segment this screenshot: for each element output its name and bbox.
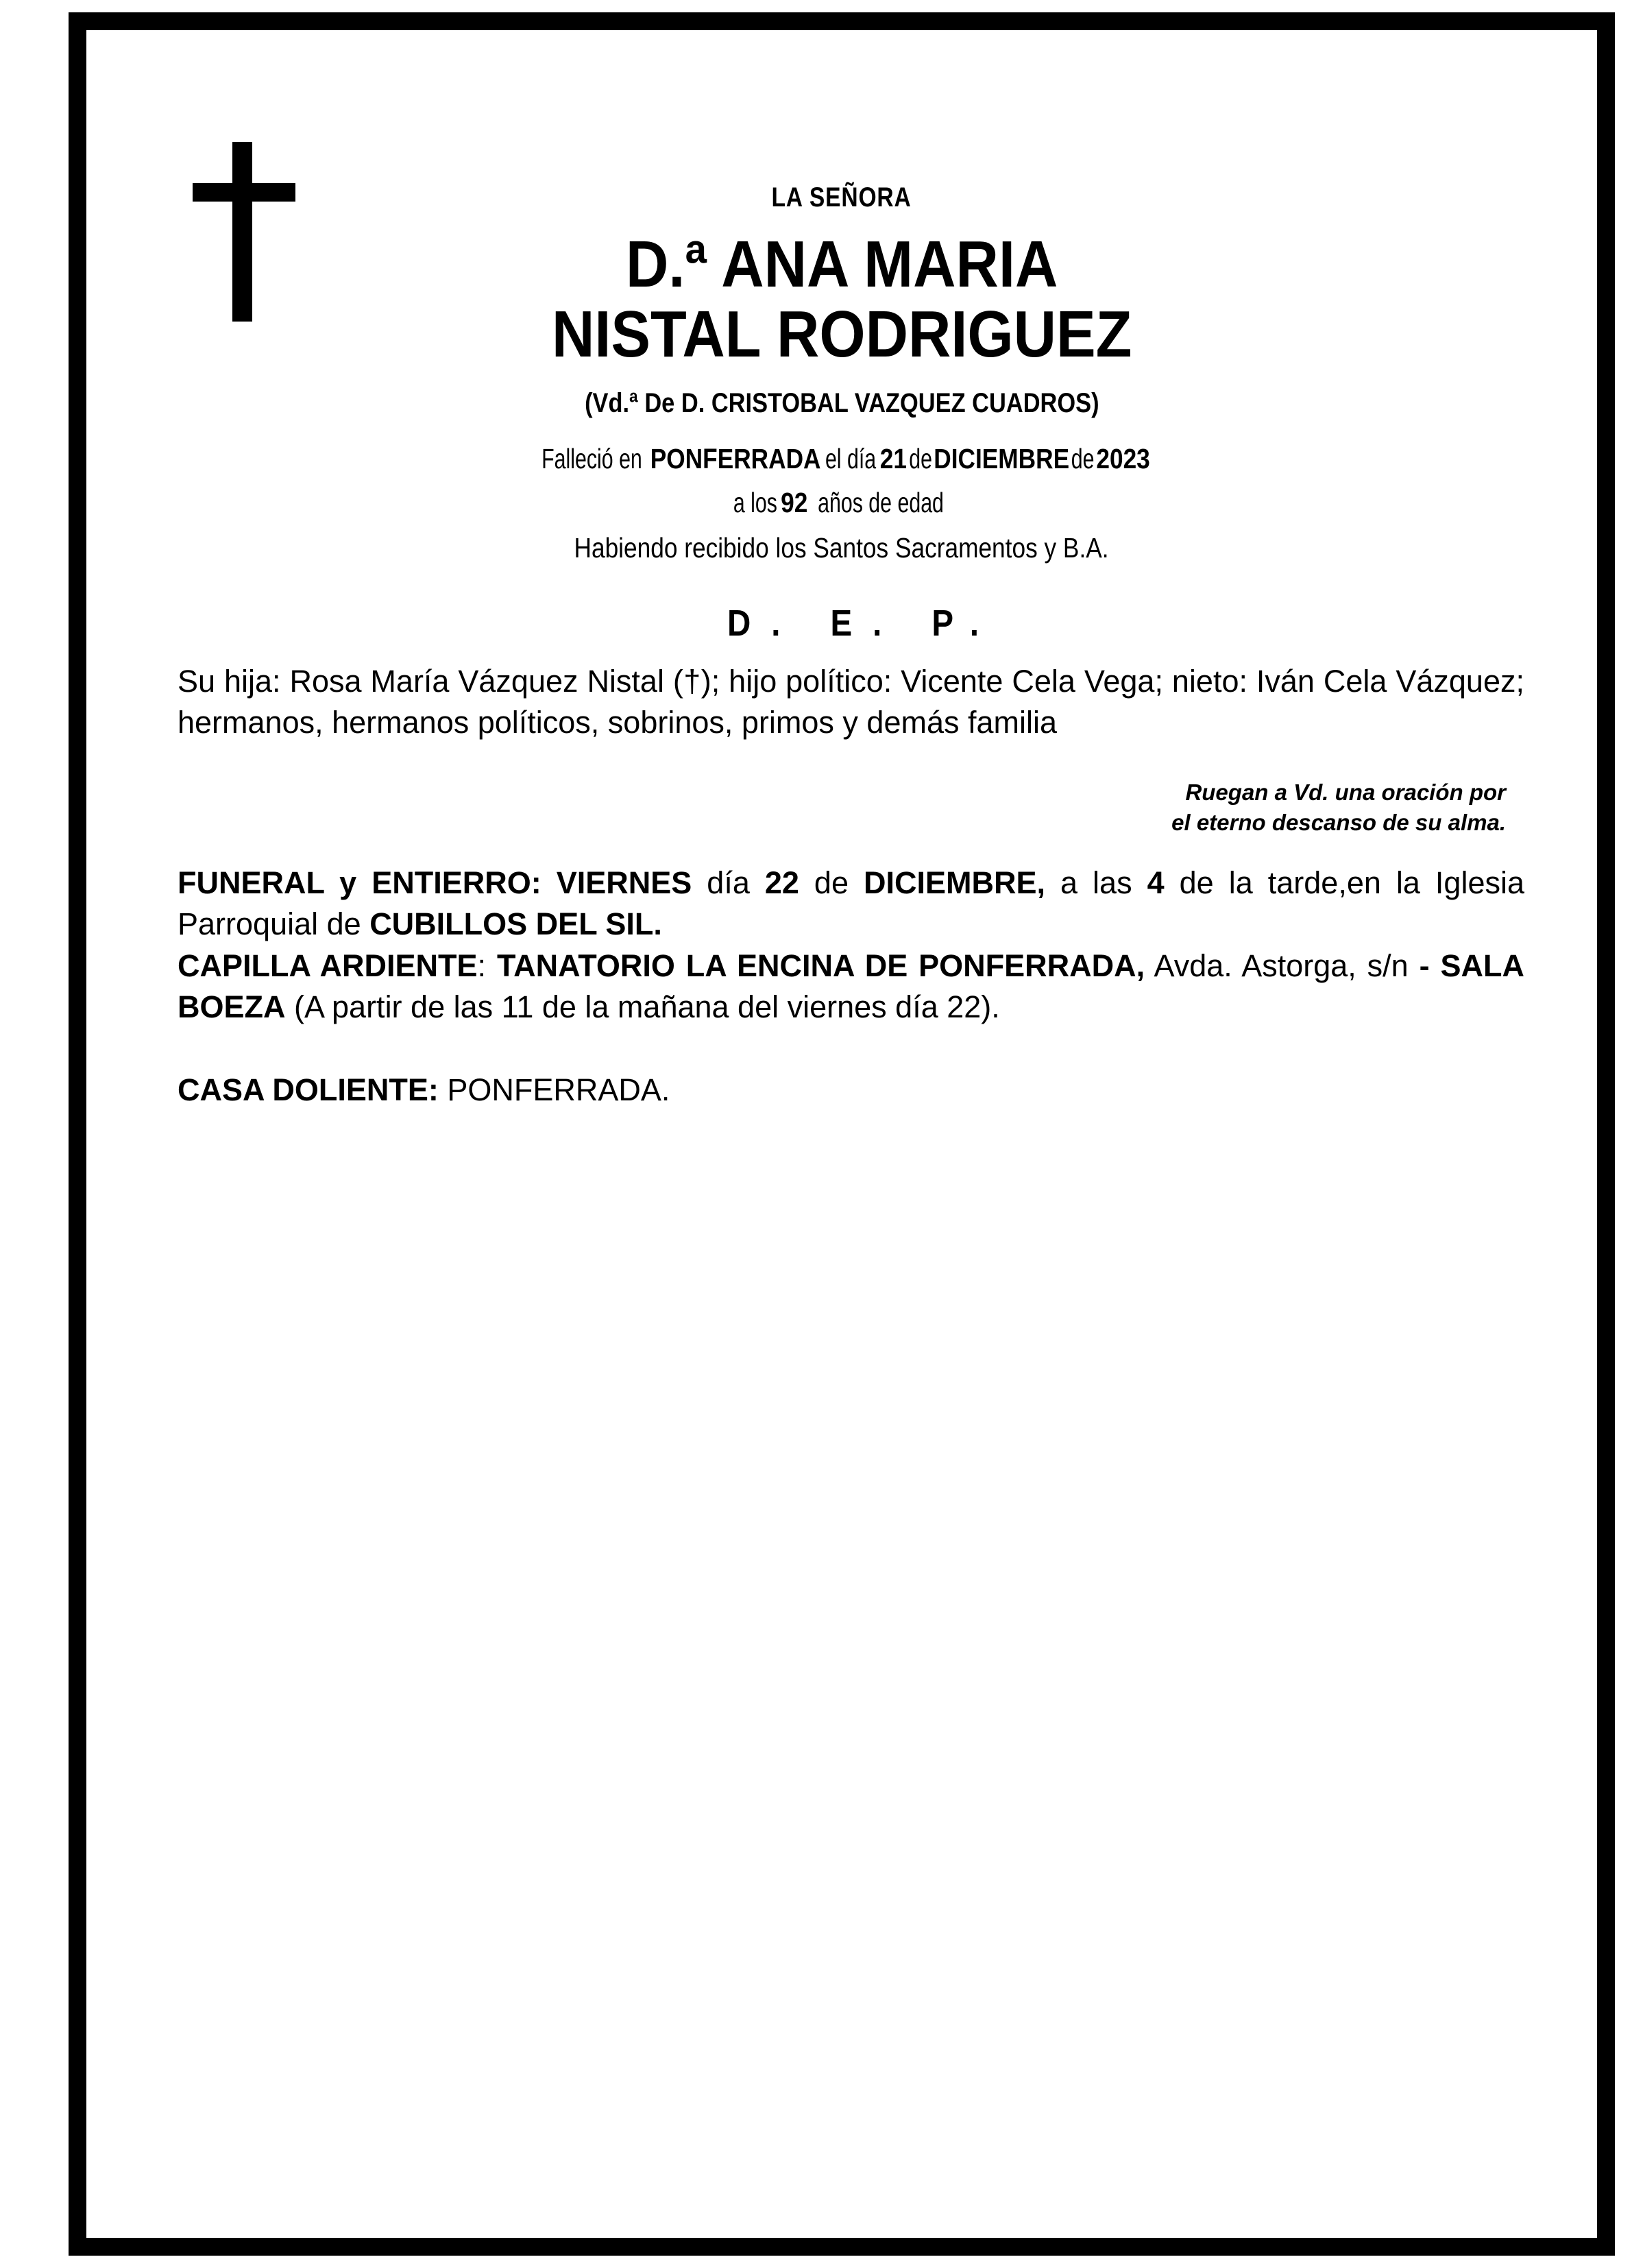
age-suffix: años de edad: [817, 487, 944, 518]
death-prefix: Falleció en: [541, 443, 642, 474]
deceased-name-line-2-text: NISTAL RODRIGUEZ: [551, 298, 1132, 371]
spouse-note: [86, 388, 1597, 419]
sacraments-statement: [86, 532, 1597, 564]
chapel-label: CAPILLA ARDIENTE: [178, 948, 478, 983]
deceased-name-line-1-text: D.ª ANA MARIA: [625, 228, 1058, 301]
funeral-day-prefix: día: [692, 865, 765, 900]
death-mid: el día: [825, 443, 876, 474]
death-statement: [86, 443, 1597, 475]
death-day: 21: [879, 443, 908, 474]
chapel-venue: TANATORIO LA ENCINA DE PONFERRADA,: [496, 948, 1145, 983]
funeral-time: 4: [1147, 865, 1165, 900]
surviving-family-paragraph: Su hija: Rosa María Vázquez Nistal (†); hijo político: Vicente Cela Vega; nieto: Iván Cela Vázquez; hermanos, hermanos políticos, sobrinos, primos y demás familia: [178, 664, 1524, 740]
funeral-time-prefix: a las: [1045, 865, 1147, 900]
funeral-day: 22: [764, 865, 799, 900]
dep-line: [86, 602, 1597, 644]
age-prefix: a los: [733, 487, 777, 518]
prayer-line-2: el eterno descanso de su alma.: [1171, 810, 1506, 835]
chapel-hours: (A partir de las 11 de la mañana del viernes día 22).: [285, 989, 1000, 1024]
chapel-colon: :: [477, 948, 497, 983]
deceased-name-line-2: [86, 299, 1597, 370]
funeral-time-suffix: de la tarde,: [1164, 865, 1347, 900]
chapel-room-dash: -: [1419, 948, 1441, 983]
death-of: de: [908, 443, 932, 474]
chapel-address: Avda. Astorga, s/n: [1145, 948, 1420, 983]
mourning-house-label: CASA DOLIENTE:: [178, 1072, 439, 1107]
death-of2: de: [1071, 443, 1095, 474]
death-statement-inner: [533, 443, 1150, 475]
prayer-request: [86, 777, 1597, 838]
age-value: 92: [780, 487, 807, 518]
mourning-house-details: [178, 1070, 1524, 1111]
death-month: DICIEMBRE: [934, 443, 1070, 474]
chapel-of-rest-details: [178, 945, 1524, 1028]
dep-text: D. E. P.: [727, 603, 1000, 644]
funeral-details: [178, 862, 1524, 945]
sacraments-text: Habiendo recibido los Santos Sacramentos y B.A.: [574, 532, 1110, 564]
funeral-church-prefix: en la Iglesia Parroquial de: [178, 865, 1525, 941]
funeral-month-prefix: de: [799, 865, 864, 900]
age-statement: [86, 487, 1597, 519]
age-statement-inner: [729, 487, 953, 519]
deceased-name-line-1: [86, 229, 1597, 300]
chapel-room: SALA BOEZA: [178, 948, 1524, 1024]
spouse-note-text: (Vd.ª De D. CRISTOBAL VAZQUEZ CUADROS): [584, 388, 1099, 418]
mourning-border-frame: [69, 12, 1615, 2256]
prayer-line-1: Ruegan a Vd. una oración por: [1185, 780, 1506, 805]
honorific-label: [86, 182, 1597, 213]
mourning-house-value: PONFERRADA.: [438, 1072, 670, 1107]
death-year: 2023: [1096, 443, 1150, 474]
funeral-month: DICIEMBRE,: [864, 865, 1046, 900]
death-place: PONFERRADA: [650, 443, 821, 474]
funeral-label: FUNERAL y ENTIERRO: VIERNES: [178, 865, 692, 900]
honorific-text: LA SEÑORA: [771, 182, 912, 213]
esquela-sheet: [86, 30, 1597, 2238]
funeral-church: CUBILLOS DEL SIL.: [369, 906, 662, 941]
